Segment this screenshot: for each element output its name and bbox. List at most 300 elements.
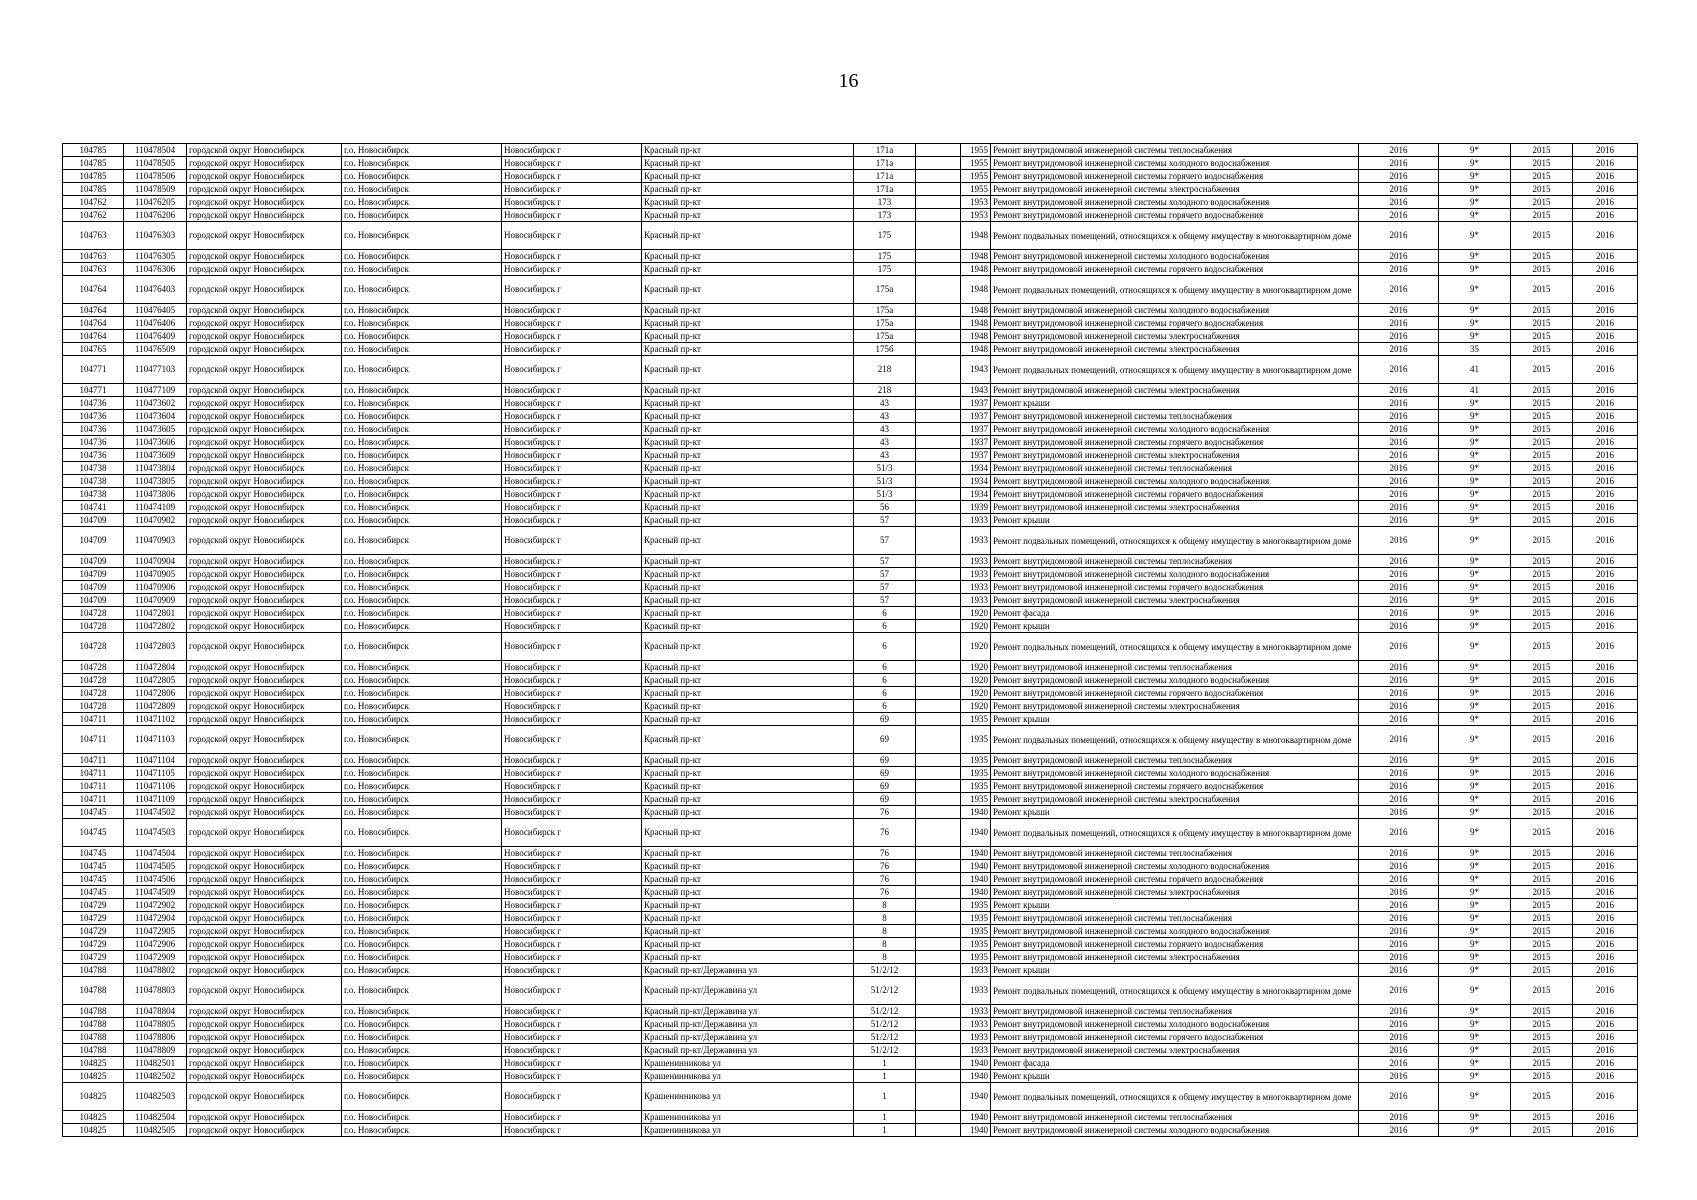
street-cell: Красный пр-кт (642, 250, 854, 263)
municipality-cell: г.о. Новосибирск (342, 397, 502, 410)
work-type-cell: Ремонт внутридомовой инженерной системы теплоснабжения (991, 555, 1359, 568)
start-year-cell: 2015 (1511, 754, 1573, 767)
house-number-cell: 51/2/12 (854, 1005, 916, 1018)
municipality-cell: г.о. Новосибирск (342, 250, 502, 263)
start-year-cell: 2015 (1511, 633, 1573, 661)
work-code-cell: 110482504 (124, 1111, 187, 1124)
end-year-cell: 2016 (1573, 806, 1638, 819)
end-year-cell: 2016 (1573, 726, 1638, 754)
plan-year-cell: 2016 (1359, 977, 1439, 1005)
building-cell (916, 384, 961, 397)
work-type-cell: Ремонт внутридомовой инженерной системы электроснабжения (991, 886, 1359, 899)
build-year-cell: 1955 (961, 183, 991, 196)
municipality-cell: г.о. Новосибирск (342, 754, 502, 767)
settlement-cell: Новосибирск г (502, 1044, 642, 1057)
build-year-cell: 1933 (961, 1018, 991, 1031)
build-year-cell: 1935 (961, 912, 991, 925)
plan-year-cell: 2016 (1359, 343, 1439, 356)
table-row (63, 964, 1638, 977)
work-code-cell: 110473805 (124, 475, 187, 488)
house-number-cell: 6 (854, 674, 916, 687)
house-number-cell: 6 (854, 687, 916, 700)
table-row (63, 700, 1638, 713)
end-year-cell: 2016 (1573, 873, 1638, 886)
table-row (63, 754, 1638, 767)
build-year-cell: 1935 (961, 780, 991, 793)
settlement-cell: Новосибирск г (502, 780, 642, 793)
object-id-cell: 104709 (63, 594, 124, 607)
work-type-cell: Ремонт подвальных помещений, относящихся к общему имуществу в многоквартирном доме (991, 633, 1359, 661)
build-year-cell: 1933 (961, 555, 991, 568)
municipality-cell: г.о. Новосибирск (342, 343, 502, 356)
start-year-cell: 2015 (1511, 501, 1573, 514)
work-code-cell: 110472809 (124, 700, 187, 713)
end-year-cell: 2016 (1573, 607, 1638, 620)
street-cell: Красный пр-кт/Державина ул (642, 1044, 854, 1057)
settlement-cell: Новосибирск г (502, 568, 642, 581)
plan-year-cell: 2016 (1359, 276, 1439, 304)
work-code-cell: 110471102 (124, 713, 187, 726)
table-row (63, 674, 1638, 687)
object-id-cell: 104788 (63, 1044, 124, 1057)
object-id-cell: 104788 (63, 964, 124, 977)
house-number-cell: 1 (854, 1083, 916, 1111)
municipality-cell: г.о. Новосибирск (342, 964, 502, 977)
plan-year-cell: 2016 (1359, 196, 1439, 209)
build-year-cell: 1940 (961, 860, 991, 873)
work-code-cell: 110476205 (124, 196, 187, 209)
building-cell (916, 1044, 961, 1057)
object-id-cell: 104745 (63, 873, 124, 886)
municipal-district-cell: городской округ Новосибирск (187, 304, 342, 317)
table-row (63, 462, 1638, 475)
object-id-cell: 104709 (63, 514, 124, 527)
work-type-cell: Ремонт внутридомовой инженерной системы холодного водоснабжения (991, 423, 1359, 436)
work-type-cell: Ремонт крыши (991, 620, 1359, 633)
build-year-cell: 1943 (961, 356, 991, 384)
building-cell (916, 780, 961, 793)
funding-source-cell: 9* (1439, 964, 1511, 977)
work-type-cell: Ремонт внутридомовой инженерной системы холодного водоснабжения (991, 250, 1359, 263)
municipality-cell: г.о. Новосибирск (342, 607, 502, 620)
object-id-cell: 104763 (63, 263, 124, 276)
house-number-cell: 6 (854, 661, 916, 674)
plan-year-cell: 2016 (1359, 449, 1439, 462)
work-code-cell: 110476405 (124, 304, 187, 317)
build-year-cell: 1920 (961, 674, 991, 687)
build-year-cell: 1935 (961, 938, 991, 951)
end-year-cell: 2016 (1573, 1005, 1638, 1018)
municipal-district-cell: городской округ Новосибирск (187, 607, 342, 620)
street-cell: Крашенинникова ул (642, 1111, 854, 1124)
work-type-cell: Ремонт внутридомовой инженерной системы горячего водоснабжения (991, 436, 1359, 449)
work-code-cell: 110474502 (124, 806, 187, 819)
settlement-cell: Новосибирск г (502, 555, 642, 568)
table-row (63, 276, 1638, 304)
plan-year-cell: 2016 (1359, 501, 1439, 514)
plan-year-cell: 2016 (1359, 687, 1439, 700)
work-type-cell: Ремонт подвальных помещений, относящихся к общему имуществу в многоквартирном доме (991, 527, 1359, 555)
funding-source-cell: 9* (1439, 873, 1511, 886)
work-code-cell: 110472902 (124, 899, 187, 912)
municipality-cell: г.о. Новосибирск (342, 780, 502, 793)
end-year-cell: 2016 (1573, 222, 1638, 250)
street-cell: Красный пр-кт (642, 263, 854, 276)
end-year-cell: 2016 (1573, 144, 1638, 157)
work-code-cell: 110477103 (124, 356, 187, 384)
house-number-cell: 69 (854, 713, 916, 726)
table-row (63, 410, 1638, 423)
start-year-cell: 2015 (1511, 449, 1573, 462)
settlement-cell: Новосибирск г (502, 886, 642, 899)
municipality-cell: г.о. Новосибирск (342, 263, 502, 276)
table-row (63, 1031, 1638, 1044)
building-cell (916, 436, 961, 449)
building-cell (916, 767, 961, 780)
municipality-cell: г.о. Новосибирск (342, 581, 502, 594)
municipality-cell: г.о. Новосибирск (342, 317, 502, 330)
street-cell: Красный пр-кт (642, 397, 854, 410)
street-cell: Красный пр-кт/Державина ул (642, 1018, 854, 1031)
work-code-cell: 110471105 (124, 767, 187, 780)
settlement-cell: Новосибирск г (502, 1083, 642, 1111)
municipality-cell: г.о. Новосибирск (342, 514, 502, 527)
plan-year-cell: 2016 (1359, 356, 1439, 384)
funding-source-cell: 9* (1439, 1083, 1511, 1111)
settlement-cell: Новосибирск г (502, 276, 642, 304)
street-cell: Красный пр-кт (642, 555, 854, 568)
start-year-cell: 2015 (1511, 687, 1573, 700)
funding-source-cell: 9* (1439, 276, 1511, 304)
settlement-cell: Новосибирск г (502, 1031, 642, 1044)
object-id-cell: 104729 (63, 951, 124, 964)
settlement-cell: Новосибирск г (502, 183, 642, 196)
street-cell: Красный пр-кт (642, 912, 854, 925)
build-year-cell: 1948 (961, 304, 991, 317)
plan-year-cell: 2016 (1359, 1031, 1439, 1044)
object-id-cell: 104709 (63, 527, 124, 555)
object-id-cell: 104738 (63, 488, 124, 501)
settlement-cell: Новосибирск г (502, 384, 642, 397)
municipality-cell: г.о. Новосибирск (342, 860, 502, 873)
plan-year-cell: 2016 (1359, 793, 1439, 806)
table-row (63, 1124, 1638, 1137)
plan-year-cell: 2016 (1359, 317, 1439, 330)
municipal-district-cell: городской округ Новосибирск (187, 410, 342, 423)
street-cell: Красный пр-кт (642, 196, 854, 209)
municipality-cell: г.о. Новосибирск (342, 304, 502, 317)
end-year-cell: 2016 (1573, 620, 1638, 633)
municipality-cell: г.о. Новосибирск (342, 793, 502, 806)
municipality-cell: г.о. Новосибирск (342, 977, 502, 1005)
municipality-cell: г.о. Новосибирск (342, 1124, 502, 1137)
settlement-cell: Новосибирск г (502, 1005, 642, 1018)
plan-year-cell: 2016 (1359, 397, 1439, 410)
municipal-district-cell: городской округ Новосибирск (187, 1031, 342, 1044)
plan-year-cell: 2016 (1359, 568, 1439, 581)
building-cell (916, 700, 961, 713)
building-cell (916, 144, 961, 157)
plan-year-cell: 2016 (1359, 555, 1439, 568)
municipality-cell: г.о. Новосибирск (342, 527, 502, 555)
work-code-cell: 110476509 (124, 343, 187, 356)
object-id-cell: 104711 (63, 780, 124, 793)
work-type-cell: Ремонт внутридомовой инженерной системы горячего водоснабжения (991, 938, 1359, 951)
funding-source-cell: 9* (1439, 250, 1511, 263)
street-cell: Красный пр-кт (642, 144, 854, 157)
municipal-district-cell: городской округ Новосибирск (187, 356, 342, 384)
table-row (63, 183, 1638, 196)
build-year-cell: 1920 (961, 661, 991, 674)
municipality-cell: г.о. Новосибирск (342, 700, 502, 713)
house-number-cell: 51/3 (854, 488, 916, 501)
municipality-cell: г.о. Новосибирск (342, 1057, 502, 1070)
settlement-cell: Новосибирск г (502, 938, 642, 951)
build-year-cell: 1937 (961, 410, 991, 423)
street-cell: Красный пр-кт (642, 317, 854, 330)
start-year-cell: 2015 (1511, 397, 1573, 410)
work-type-cell: Ремонт внутридомовой инженерной системы холодного водоснабжения (991, 1018, 1359, 1031)
work-code-cell: 110470903 (124, 527, 187, 555)
street-cell: Красный пр-кт (642, 594, 854, 607)
municipal-district-cell: городской округ Новосибирск (187, 951, 342, 964)
municipal-district-cell: городской округ Новосибирск (187, 806, 342, 819)
house-number-cell: 1 (854, 1057, 916, 1070)
street-cell: Красный пр-кт (642, 726, 854, 754)
municipality-cell: г.о. Новосибирск (342, 687, 502, 700)
house-number-cell: 218 (854, 384, 916, 397)
plan-year-cell: 2016 (1359, 1044, 1439, 1057)
table-row (63, 263, 1638, 276)
municipality-cell: г.о. Новосибирск (342, 873, 502, 886)
building-cell (916, 568, 961, 581)
work-type-cell: Ремонт внутридомовой инженерной системы электроснабжения (991, 793, 1359, 806)
funding-source-cell: 9* (1439, 754, 1511, 767)
end-year-cell: 2016 (1573, 423, 1638, 436)
municipality-cell: г.о. Новосибирск (342, 209, 502, 222)
work-code-cell: 110478504 (124, 144, 187, 157)
work-code-cell: 110470906 (124, 581, 187, 594)
street-cell: Красный пр-кт (642, 304, 854, 317)
settlement-cell: Новосибирск г (502, 488, 642, 501)
street-cell: Красный пр-кт (642, 767, 854, 780)
municipal-district-cell: городской округ Новосибирск (187, 754, 342, 767)
plan-year-cell: 2016 (1359, 886, 1439, 899)
object-id-cell: 104745 (63, 819, 124, 847)
table-row (63, 157, 1638, 170)
settlement-cell: Новосибирск г (502, 977, 642, 1005)
work-type-cell: Ремонт внутридомовой инженерной системы холодного водоснабжения (991, 1124, 1359, 1137)
table-row (63, 767, 1638, 780)
work-code-cell: 110473606 (124, 436, 187, 449)
settlement-cell: Новосибирск г (502, 633, 642, 661)
object-id-cell: 104785 (63, 183, 124, 196)
end-year-cell: 2016 (1573, 594, 1638, 607)
building-cell (916, 317, 961, 330)
start-year-cell: 2015 (1511, 819, 1573, 847)
work-code-cell: 110473602 (124, 397, 187, 410)
street-cell: Красный пр-кт (642, 847, 854, 860)
building-cell (916, 397, 961, 410)
plan-year-cell: 2016 (1359, 410, 1439, 423)
street-cell: Красный пр-кт (642, 514, 854, 527)
plan-year-cell: 2016 (1359, 250, 1439, 263)
building-cell (916, 806, 961, 819)
settlement-cell: Новосибирск г (502, 304, 642, 317)
house-number-cell: 57 (854, 568, 916, 581)
municipality-cell: г.о. Новосибирск (342, 501, 502, 514)
municipality-cell: г.о. Новосибирск (342, 1031, 502, 1044)
work-type-cell: Ремонт внутридомовой инженерной системы горячего водоснабжения (991, 581, 1359, 594)
work-code-cell: 110471104 (124, 754, 187, 767)
end-year-cell: 2016 (1573, 951, 1638, 964)
table-row (63, 819, 1638, 847)
table-row (63, 514, 1638, 527)
table-row (63, 304, 1638, 317)
street-cell: Красный пр-кт (642, 873, 854, 886)
work-code-cell: 110482503 (124, 1083, 187, 1111)
object-id-cell: 104825 (63, 1057, 124, 1070)
table-row (63, 873, 1638, 886)
object-id-cell: 104729 (63, 925, 124, 938)
work-code-cell: 110476306 (124, 263, 187, 276)
funding-source-cell: 9* (1439, 726, 1511, 754)
work-type-cell: Ремонт внутридомовой инженерной системы горячего водоснабжения (991, 687, 1359, 700)
building-cell (916, 1083, 961, 1111)
work-code-cell: 110482505 (124, 1124, 187, 1137)
start-year-cell: 2015 (1511, 250, 1573, 263)
object-id-cell: 104765 (63, 343, 124, 356)
end-year-cell: 2016 (1573, 170, 1638, 183)
settlement-cell: Новосибирск г (502, 713, 642, 726)
start-year-cell: 2015 (1511, 317, 1573, 330)
work-type-cell: Ремонт внутридомовой инженерной системы электроснабжения (991, 594, 1359, 607)
plan-year-cell: 2016 (1359, 475, 1439, 488)
start-year-cell: 2015 (1511, 899, 1573, 912)
settlement-cell: Новосибирск г (502, 594, 642, 607)
end-year-cell: 2016 (1573, 687, 1638, 700)
object-id-cell: 104788 (63, 1018, 124, 1031)
settlement-cell: Новосибирск г (502, 1070, 642, 1083)
table-row (63, 594, 1638, 607)
house-number-cell: 69 (854, 767, 916, 780)
start-year-cell: 2015 (1511, 700, 1573, 713)
municipal-district-cell: городской округ Новосибирск (187, 501, 342, 514)
municipal-district-cell: городской округ Новосибирск (187, 860, 342, 873)
work-code-cell: 110476206 (124, 209, 187, 222)
table-row (63, 938, 1638, 951)
object-id-cell: 104729 (63, 912, 124, 925)
table-row (63, 581, 1638, 594)
table-row (63, 568, 1638, 581)
end-year-cell: 2016 (1573, 183, 1638, 196)
settlement-cell: Новосибирск г (502, 527, 642, 555)
table-row (63, 555, 1638, 568)
start-year-cell: 2015 (1511, 938, 1573, 951)
work-code-cell: 110477109 (124, 384, 187, 397)
street-cell: Красный пр-кт (642, 410, 854, 423)
end-year-cell: 2016 (1573, 384, 1638, 397)
house-number-cell: 175 (854, 263, 916, 276)
plan-year-cell: 2016 (1359, 1018, 1439, 1031)
plan-year-cell: 2016 (1359, 938, 1439, 951)
start-year-cell: 2015 (1511, 462, 1573, 475)
building-cell (916, 263, 961, 276)
work-type-cell: Ремонт внутридомовой инженерной системы горячего водоснабжения (991, 488, 1359, 501)
house-number-cell: 43 (854, 449, 916, 462)
building-cell (916, 1124, 961, 1137)
plan-year-cell: 2016 (1359, 488, 1439, 501)
start-year-cell: 2015 (1511, 1070, 1573, 1083)
settlement-cell: Новосибирск г (502, 343, 642, 356)
funding-source-cell: 9* (1439, 568, 1511, 581)
funding-source-cell: 9* (1439, 423, 1511, 436)
municipal-district-cell: городской округ Новосибирск (187, 317, 342, 330)
street-cell: Красный пр-кт (642, 501, 854, 514)
house-number-cell: 173 (854, 209, 916, 222)
municipal-district-cell: городской округ Новосибирск (187, 1111, 342, 1124)
work-code-cell: 110476403 (124, 276, 187, 304)
work-type-cell: Ремонт внутридомовой инженерной системы холодного водоснабжения (991, 674, 1359, 687)
settlement-cell: Новосибирск г (502, 475, 642, 488)
start-year-cell: 2015 (1511, 330, 1573, 343)
funding-source-cell: 9* (1439, 1057, 1511, 1070)
plan-year-cell: 2016 (1359, 1070, 1439, 1083)
building-cell (916, 222, 961, 250)
plan-year-cell: 2016 (1359, 964, 1439, 977)
object-id-cell: 104709 (63, 568, 124, 581)
building-cell (916, 620, 961, 633)
plan-year-cell: 2016 (1359, 674, 1439, 687)
table-row (63, 170, 1638, 183)
municipality-cell: г.о. Новосибирск (342, 594, 502, 607)
house-number-cell: 6 (854, 633, 916, 661)
municipality-cell: г.о. Новосибирск (342, 276, 502, 304)
build-year-cell: 1937 (961, 449, 991, 462)
start-year-cell: 2015 (1511, 183, 1573, 196)
municipality-cell: г.о. Новосибирск (342, 899, 502, 912)
municipality-cell: г.о. Новосибирск (342, 462, 502, 475)
funding-source-cell: 9* (1439, 977, 1511, 1005)
street-cell: Красный пр-кт (642, 527, 854, 555)
table-row (63, 687, 1638, 700)
object-id-cell: 104738 (63, 475, 124, 488)
work-type-cell: Ремонт внутридомовой инженерной системы электроснабжения (991, 1044, 1359, 1057)
work-type-cell: Ремонт внутридомовой инженерной системы горячего водоснабжения (991, 170, 1359, 183)
build-year-cell: 1955 (961, 170, 991, 183)
house-number-cell: 76 (854, 860, 916, 873)
work-type-cell: Ремонт внутридомовой инженерной системы холодного водоснабжения (991, 568, 1359, 581)
funding-source-cell: 9* (1439, 1018, 1511, 1031)
start-year-cell: 2015 (1511, 170, 1573, 183)
work-type-cell: Ремонт подвальных помещений, относящихся к общему имуществу в многоквартирном доме (991, 1083, 1359, 1111)
funding-source-cell: 9* (1439, 687, 1511, 700)
municipality-cell: г.о. Новосибирск (342, 938, 502, 951)
start-year-cell: 2015 (1511, 384, 1573, 397)
settlement-cell: Новосибирск г (502, 222, 642, 250)
municipality-cell: г.о. Новосибирск (342, 330, 502, 343)
end-year-cell: 2016 (1573, 793, 1638, 806)
plan-year-cell: 2016 (1359, 633, 1439, 661)
plan-year-cell: 2016 (1359, 144, 1439, 157)
work-code-cell: 110478506 (124, 170, 187, 183)
end-year-cell: 2016 (1573, 449, 1638, 462)
start-year-cell: 2015 (1511, 527, 1573, 555)
start-year-cell: 2015 (1511, 276, 1573, 304)
work-code-cell: 110470905 (124, 568, 187, 581)
municipality-cell: г.о. Новосибирск (342, 410, 502, 423)
table-row (63, 726, 1638, 754)
